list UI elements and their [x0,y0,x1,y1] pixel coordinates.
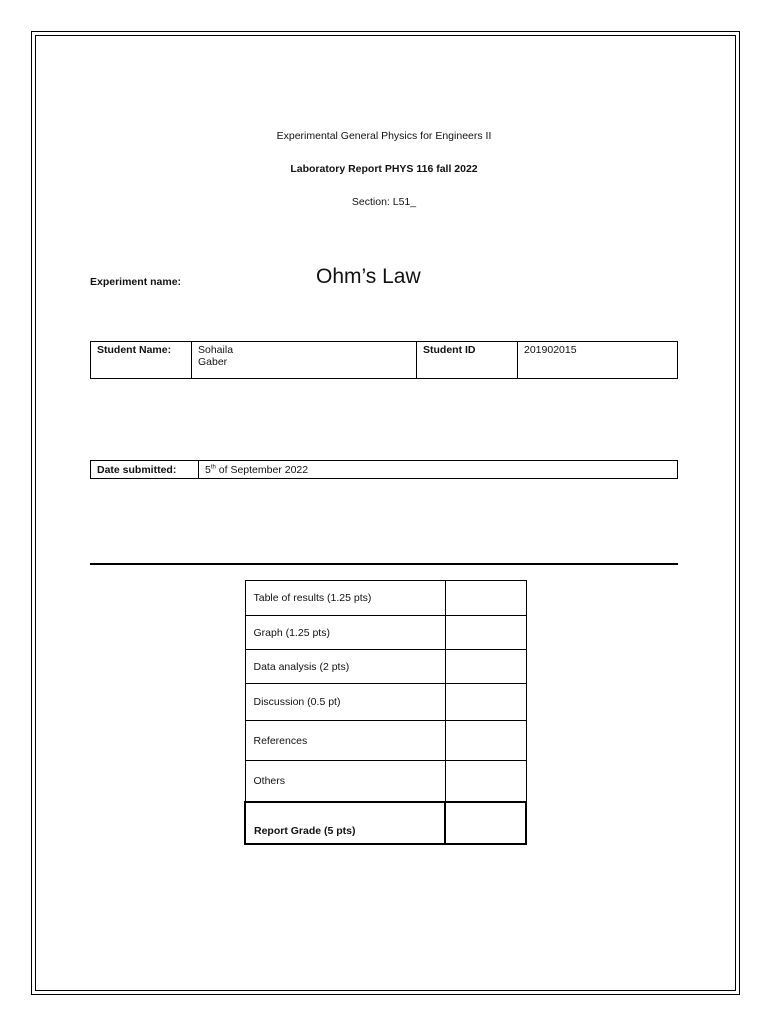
report-grade-label: Report Grade (5 pts) [245,802,445,844]
report-grade-row [245,802,526,844]
grading-table [244,580,527,845]
grading-row [245,721,526,761]
student-name-label: Student Name: [91,342,192,379]
student-id-label: Student ID [417,342,518,379]
page-border-inner [35,35,736,991]
grading-row [245,616,526,650]
student-name-value [192,342,417,379]
grading-item-score [445,761,526,802]
grading-item-label: Discussion (0.5 pt) [245,684,445,721]
section-divider [90,563,678,565]
grading-row [245,650,526,684]
student-info-row [91,342,678,379]
grading-item-score [445,616,526,650]
grading-item-score [445,684,526,721]
date-day: 5 [205,463,211,476]
date-submitted-value [199,461,678,479]
section-label: Section: L51_ [351,196,417,208]
experiment-name-label: Experiment name: [90,276,182,288]
student-first-name: Sohaila [198,344,234,356]
report-title: Laboratory Report PHYS 116 fall 2022 [290,163,478,175]
grading-item-label: References [245,721,445,761]
student-info-table [90,341,678,379]
grading-item-score [445,581,526,616]
grading-item-score [445,650,526,684]
grading-item-label: Data analysis (2 pts) [245,650,445,684]
date-rest: of September 2022 [215,463,309,476]
course-title: Experimental General Physics for Engineers II [276,130,492,142]
grading-item-label: Graph (1.25 pts) [245,616,445,650]
date-submitted-label: Date submitted: [91,461,199,479]
student-last-name: Gaber [198,356,228,368]
grading-item-label: Others [245,761,445,802]
grading-row [245,581,526,616]
grading-item-score [445,721,526,761]
date-row [91,461,678,479]
grading-row [245,761,526,802]
date-submitted-table [90,460,678,479]
date-day-suffix: th [210,464,216,470]
report-grade-score [445,802,526,844]
student-id-value: 201902015 [518,342,678,379]
experiment-name: Ohm’s Law [316,265,421,288]
grading-item-label: Table of results (1.25 pts) [245,581,445,616]
grading-row [245,684,526,721]
